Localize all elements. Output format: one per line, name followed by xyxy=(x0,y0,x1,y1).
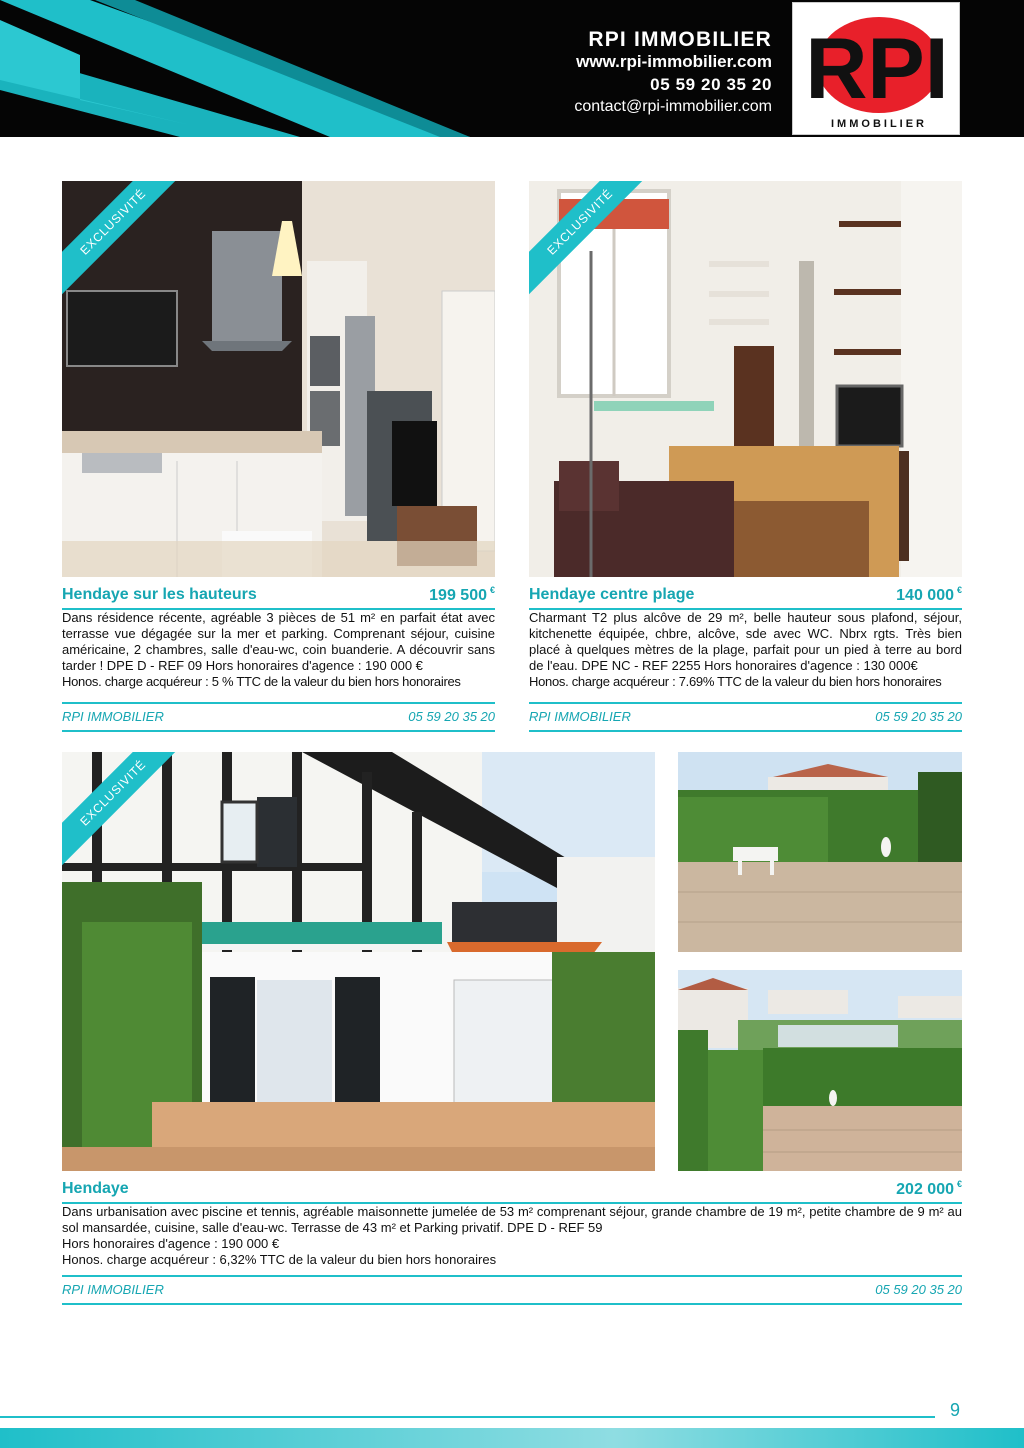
listing-2-description-text: Charmant T2 plus alcôve de 29 m², belle hauteur sous plafond, séjour, kitchenette équipée, chbre, alcôve, sde avec WC. Nbrx rgts. Très bien placé à quelques mètres de la plage, parfait pour un pied à terre au bord de l'eau. DPE NC - REF 2255 Hors honoraires d'agence : 130 000€ xyxy=(529,610,962,673)
agency-email[interactable]: contact@rpi-immobilier.com xyxy=(574,98,772,115)
listing-2-phone[interactable]: 05 59 20 35 20 xyxy=(875,709,962,724)
header-decorative-stripes xyxy=(0,0,520,137)
logo-text: RPI xyxy=(805,21,949,117)
listing-2-title[interactable]: Hendaye centre plage xyxy=(529,586,695,603)
listing-3-photo-main[interactable] xyxy=(62,752,655,1171)
listing-2-photo[interactable] xyxy=(529,181,962,577)
page-footer-line xyxy=(0,1416,935,1418)
listing-2-description xyxy=(529,610,962,690)
agency-logo xyxy=(792,2,960,135)
agency-website[interactable]: www.rpi-immobilier.com xyxy=(576,52,772,71)
page-number: 9 xyxy=(950,1400,961,1420)
logo-subtext: IMMOBILIER xyxy=(831,118,927,130)
listing-1-description xyxy=(62,610,495,690)
listing-3-fees-before: Hors honoraires d'agence : 190 000 € xyxy=(62,1236,280,1251)
listing-3-photo-pool[interactable] xyxy=(678,970,962,1171)
listing-1-footer xyxy=(62,702,495,732)
listing-1-agency: RPI IMMOBILIER xyxy=(62,709,164,724)
listing-3-title[interactable]: Hendaye xyxy=(62,1180,129,1197)
listing-2-title-row xyxy=(529,584,962,610)
listing-2-footer xyxy=(529,702,962,732)
listing-1-price: 199 500 xyxy=(429,587,487,604)
listing-1-phone[interactable]: 05 59 20 35 20 xyxy=(408,709,495,724)
exclusivity-ribbon: EXCLUSIVITÉ xyxy=(62,181,191,300)
listing-1-description-text: Dans résidence récente, agréable 3 pièces de 51 m² en parfait état avec terrasse vue dégagée sur la mer et parking. Comprenant séjour, cuisine américaine, 2 chambres, salle d'eau-wc, coin buanderie. A découvrir sans tarder ! DPE D - REF 09 Hors honoraires d'agence : 190 000 € xyxy=(62,610,495,673)
listing-2-agency: RPI IMMOBILIER xyxy=(529,709,631,724)
listing-2-currency: € xyxy=(956,585,962,595)
listing-1-fees: Honos. charge acquéreur : 5 % TTC de la valeur du bien hors honoraires xyxy=(62,674,461,689)
agency-phone[interactable]: 05 59 20 35 20 xyxy=(650,75,772,94)
listing-3-fees: Honos. charge acquéreur : 6,32% TTC de la valeur du bien hors honoraires xyxy=(62,1252,497,1267)
listing-1-photo[interactable] xyxy=(62,181,495,577)
listing-3-footer xyxy=(62,1275,962,1305)
listing-3-phone[interactable]: 05 59 20 35 20 xyxy=(875,1282,962,1297)
listing-1-title[interactable]: Hendaye sur les hauteurs xyxy=(62,586,257,603)
listing-3-description-text: Dans urbanisation avec piscine et tennis, agréable maisonnette jumelée de 53 m² comprenant séjour, grande chambre de 19 m², petite chambre de 9 m² au sol mansardée, cuisine, salle d'eau-wc. Terrasse de 43 m² et Parking privatif. DPE D - REF 59 xyxy=(62,1204,962,1235)
listing-2-price: 140 000 xyxy=(896,587,954,604)
listing-3-photo-garden[interactable] xyxy=(678,752,962,952)
page-footer-band xyxy=(0,1428,1024,1448)
listing-2-fees: Honos. charge acquéreur : 7.69% TTC de la valeur du bien hors honoraires xyxy=(529,674,942,689)
listing-3-title-row xyxy=(62,1178,962,1204)
listing-1-title-row xyxy=(62,584,495,610)
listing-3-price: 202 000 xyxy=(896,1181,954,1198)
listing-3-agency: RPI IMMOBILIER xyxy=(62,1282,164,1297)
agency-name: RPI IMMOBILIER xyxy=(588,28,772,51)
exclusivity-ribbon: EXCLUSIVITÉ xyxy=(62,752,191,871)
listing-1-currency: € xyxy=(489,585,495,595)
listing-3-currency: € xyxy=(956,1179,962,1189)
listing-3-description xyxy=(62,1204,962,1268)
exclusivity-ribbon: EXCLUSIVITÉ xyxy=(529,181,658,300)
